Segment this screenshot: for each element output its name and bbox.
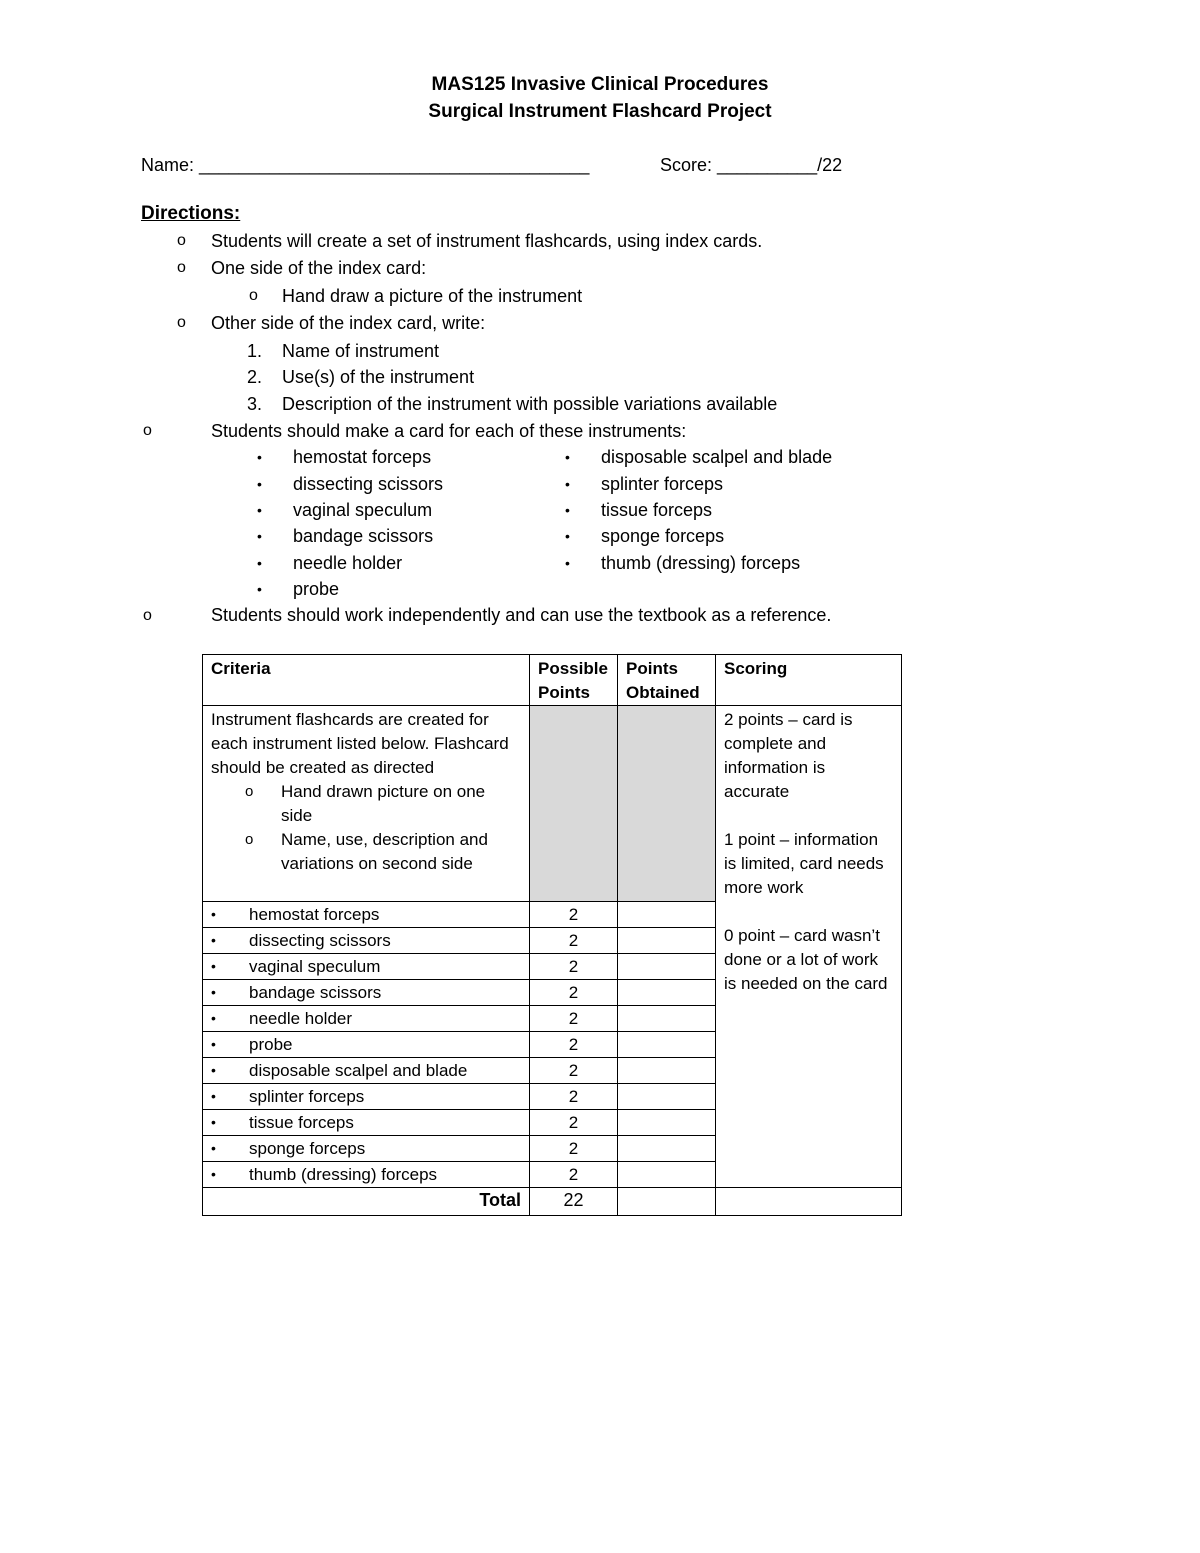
points-obtained-cell[interactable] xyxy=(618,1136,716,1162)
intro-text: Instrument flashcards are created for each instrument listed below. Flashcard should be created as directed xyxy=(211,710,509,777)
item-points: 2 xyxy=(530,954,618,980)
points-obtained-cell[interactable] xyxy=(618,1162,716,1188)
item-points: 2 xyxy=(530,902,618,928)
item-name: needle holder xyxy=(249,1009,353,1028)
rubric-table xyxy=(202,654,902,1216)
instrument-item: bandage scissors xyxy=(293,526,434,546)
circle-bullet: o xyxy=(249,287,258,304)
instrument-item: probe xyxy=(293,579,340,599)
item-points: 2 xyxy=(530,1006,618,1032)
circle-bullet: o xyxy=(143,607,152,624)
header-scoring: Scoring xyxy=(716,655,902,706)
total-scoring-cell xyxy=(716,1188,902,1216)
scoring-text: 1 point – information is limited, card needs more work xyxy=(724,830,884,897)
scoring-cell xyxy=(716,706,902,1188)
instrument-item: disposable scalpel and blade xyxy=(601,447,833,467)
item-points: 2 xyxy=(530,1084,618,1110)
total-value: 22 xyxy=(530,1188,618,1216)
item-name: probe xyxy=(249,1035,293,1054)
score-field[interactable]: Score: __________/22 xyxy=(660,155,843,175)
instrument-item: dissecting scissors xyxy=(293,474,444,494)
points-obtained-cell[interactable] xyxy=(618,902,716,928)
direction-line: Other side of the index card, write: xyxy=(211,313,486,333)
header-criteria: Criteria xyxy=(203,655,530,706)
item-name: hemostat forceps xyxy=(249,905,380,924)
circle-bullet: o xyxy=(177,232,186,249)
bullet-dot: • xyxy=(211,1010,216,1026)
bullet-dot: • xyxy=(257,528,262,544)
item-points: 2 xyxy=(530,1032,618,1058)
instrument-item: hemostat forceps xyxy=(293,447,432,467)
bullet-dot: • xyxy=(565,449,570,465)
intro-sub-text: Hand drawn picture on one side xyxy=(281,782,486,825)
bullet-dot: • xyxy=(211,984,216,1000)
intro-sub-text: Name, use, description and variations on second side xyxy=(281,830,488,873)
list-number: 3. xyxy=(247,394,263,414)
instrument-item: thumb (dressing) forceps xyxy=(601,553,801,573)
points-obtained-cell[interactable] xyxy=(618,980,716,1006)
bullet-dot: • xyxy=(211,932,216,948)
list-number: 2. xyxy=(247,367,263,387)
bullet-dot: • xyxy=(211,1036,216,1052)
instrument-item: vaginal speculum xyxy=(293,500,433,520)
item-points: 2 xyxy=(530,980,618,1006)
points-obtained-cell[interactable] xyxy=(618,1058,716,1084)
item-points: 2 xyxy=(530,928,618,954)
document-subtitle: Surgical Instrument Flashcard Project xyxy=(428,101,772,122)
item-points: 2 xyxy=(530,1162,618,1188)
item-name: vaginal speculum xyxy=(249,957,381,976)
name-field[interactable]: Name: _______________________________________ xyxy=(141,155,590,175)
item-name: thumb (dressing) forceps xyxy=(249,1165,438,1184)
intro-criteria-cell xyxy=(203,706,530,902)
item-name: disposable scalpel and blade xyxy=(249,1061,468,1080)
list-number: 1. xyxy=(247,341,263,361)
points-obtained-cell[interactable] xyxy=(618,1006,716,1032)
scoring-text: 2 points – card is complete and information is accurate xyxy=(724,710,853,801)
direction-line: Students should make a card for each of these instruments: xyxy=(211,421,687,441)
intro-sub-item xyxy=(211,828,521,876)
instrument-item: tissue forceps xyxy=(601,500,713,520)
item-points: 2 xyxy=(530,1136,618,1162)
circle-bullet: o xyxy=(177,314,186,331)
intro-sub-item xyxy=(211,780,521,828)
points-obtained-cell[interactable] xyxy=(618,954,716,980)
item-name: bandage scissors xyxy=(249,983,382,1002)
total-row xyxy=(203,1188,902,1216)
direction-subline: Hand draw a picture of the instrument xyxy=(282,286,583,306)
bullet-dot: • xyxy=(565,528,570,544)
points-obtained-cell[interactable] xyxy=(618,1110,716,1136)
numbered-item: Name of instrument xyxy=(282,341,440,361)
numbered-item: Use(s) of the instrument xyxy=(282,367,475,387)
points-obtained-cell[interactable] xyxy=(618,1032,716,1058)
bullet-dot: • xyxy=(565,502,570,518)
total-label: Total xyxy=(203,1188,530,1216)
bullet-dot: • xyxy=(211,1088,216,1104)
bullet-dot: • xyxy=(211,1166,216,1182)
bullet-dot: • xyxy=(565,555,570,571)
document-title: MAS125 Invasive Clinical Procedures xyxy=(431,74,769,95)
direction-line: Students will create a set of instrument flashcards, using index cards. xyxy=(211,231,763,251)
bullet-dot: • xyxy=(257,476,262,492)
instrument-item: needle holder xyxy=(293,553,403,573)
bullet-dot: • xyxy=(257,581,262,597)
points-obtained-cell[interactable] xyxy=(618,1084,716,1110)
direction-line: Students should work independently and can use the textbook as a reference. xyxy=(211,605,832,625)
item-name: splinter forceps xyxy=(249,1087,365,1106)
intro-row xyxy=(203,706,902,902)
bullet-dot: • xyxy=(211,1114,216,1130)
circle-bullet: o xyxy=(143,422,152,439)
bullet-dot: • xyxy=(257,502,262,518)
shaded-cell xyxy=(618,706,716,902)
item-points: 2 xyxy=(530,1110,618,1136)
circle-bullet: o xyxy=(245,783,254,800)
direction-line: One side of the index card: xyxy=(211,258,427,278)
shaded-cell xyxy=(530,706,618,902)
total-obtained-cell[interactable] xyxy=(618,1188,716,1216)
bullet-dot: • xyxy=(211,906,216,922)
circle-bullet: o xyxy=(177,259,186,276)
scoring-text: 0 point – card wasn’t done or a lot of work is needed on the card xyxy=(724,926,888,993)
points-obtained-cell[interactable] xyxy=(618,928,716,954)
instrument-item: splinter forceps xyxy=(601,474,724,494)
item-name: dissecting scissors xyxy=(249,931,391,950)
directions-heading: Directions: xyxy=(141,203,241,224)
bullet-dot: • xyxy=(211,1062,216,1078)
bullet-dot: • xyxy=(257,449,262,465)
bullet-dot: • xyxy=(565,476,570,492)
bullet-dot: • xyxy=(211,1140,216,1156)
item-name: tissue forceps xyxy=(249,1113,354,1132)
header-possible-points: Possible Points xyxy=(530,655,618,706)
circle-bullet: o xyxy=(245,831,254,848)
numbered-item: Description of the instrument with possible variations available xyxy=(282,394,778,414)
item-points: 2 xyxy=(530,1058,618,1084)
bullet-dot: • xyxy=(211,958,216,974)
header-points-obtained: Points Obtained xyxy=(618,655,716,706)
item-name: sponge forceps xyxy=(249,1139,366,1158)
instrument-item: sponge forceps xyxy=(601,526,725,546)
bullet-dot: • xyxy=(257,555,262,571)
table-header-row xyxy=(203,655,902,706)
